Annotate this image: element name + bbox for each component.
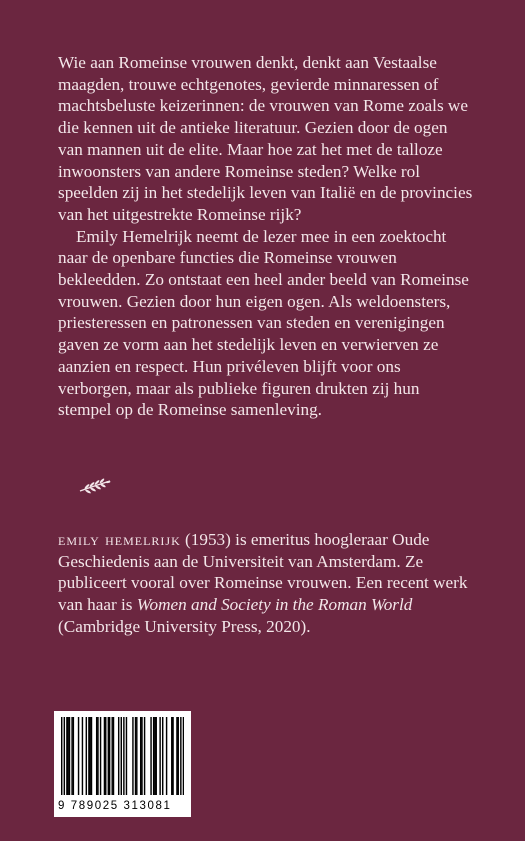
barcode-bar: [104, 717, 105, 795]
barcode-bar: [156, 717, 157, 795]
barcode-bar: [82, 717, 83, 795]
barcode-bar: [69, 717, 70, 795]
barcode-bar: [100, 717, 101, 795]
barcode-bar: [67, 717, 68, 795]
barcode-bar: [150, 717, 151, 795]
barcode-bar: [140, 717, 141, 795]
barcode-bar: [144, 717, 145, 795]
barcode-bar: [105, 717, 106, 795]
barcode-bar: [171, 717, 172, 795]
barcode-bar: [166, 717, 167, 795]
barcode-number: 9 789025 313081: [58, 800, 172, 812]
barcode-bar: [86, 717, 87, 795]
barcode-bar: [88, 717, 89, 795]
blurb-paragraph-1: Wie aan Romeinse vrouwen denkt, denkt aan Vestaalse maagden, trouwe echtgenotes, gevierde minnaressen of machtsbeluste keizerinnen: de vrouwen van Rome zoals we die kennen uit de antieke literatuur. Gezien door de ogen van mannen uit de elite. Maar hoe zat het met de talloze inwoonsters van andere Romeinse steden? Welke rol speelden zij in het stedelijk leven van Italië en de provincies van het uitgestrekte Romeinse rijk?: [58, 53, 473, 224]
barcode-bar: [73, 717, 74, 795]
barcode-bar: [136, 717, 137, 795]
laurel-branch-icon: [78, 477, 112, 495]
barcode-bar: [183, 717, 184, 795]
bio-text: (1953) is emeritus hoogleraar Oude Geschiedenis aan de Universiteit van Amsterdam. Ze publiceert vooral over Romeinse vrouwen. Een recent werk van haar is: [58, 530, 468, 615]
barcode-bar: [176, 717, 177, 795]
barcode-bar: [126, 717, 127, 795]
barcode-bars: [61, 717, 184, 795]
barcode-bar: [178, 717, 179, 795]
barcode-bar: [172, 717, 173, 795]
barcode-bar: [71, 717, 72, 795]
barcode-bar: [111, 717, 112, 795]
isbn-barcode: [54, 711, 191, 817]
barcode-bar: [108, 717, 109, 795]
back-cover-blurb: [58, 52, 473, 421]
barcode-bar: [132, 717, 133, 795]
blurb-paragraph-2: Emily Hemelrijk neemt de lezer mee in een zoektocht naar de openbare functies die Romeinse vrouwen bekleedden. Zo ontstaat een heel ander beeld van Romeinse vrouwen. Gezien door hun eigen ogen. Als weldoensters, priesteressen en patronessen van steden en verenigingen gaven ze vorm aan het stedelijk leven en verwierven ze aanzien en respect. Hun privéleven blijft voor ons verborgen, maar als publieke figuren drukten zij hun stempel op de Romeinse samenleving.: [58, 226, 469, 420]
barcode-bar: [153, 717, 154, 795]
barcode-bar: [135, 717, 136, 795]
barcode-bar: [97, 717, 98, 795]
barcode-bar: [141, 717, 142, 795]
barcode-bar: [123, 717, 124, 795]
barcode-bar: [118, 717, 119, 795]
barcode-bar: [109, 717, 110, 795]
bio-publisher: (Cambridge University Press, 2020).: [58, 616, 311, 636]
barcode-bar: [159, 717, 160, 795]
barcode-bar: [78, 717, 79, 795]
barcode-bar: [91, 717, 92, 795]
barcode-bar: [66, 717, 67, 795]
book-title: Women and Society in the Roman World: [136, 595, 413, 615]
barcode-bar: [180, 717, 181, 795]
barcode-bar: [154, 717, 155, 795]
barcode-bar: [162, 717, 163, 795]
barcode-bar: [121, 717, 122, 795]
barcode-bar: [64, 717, 65, 795]
barcode-bar: [96, 717, 97, 795]
barcode-bar: [113, 717, 114, 795]
barcode-bar: [89, 717, 90, 795]
author-bio: [58, 529, 478, 638]
author-name: emily hemelrijk: [58, 530, 181, 549]
barcode-bar: [61, 717, 62, 795]
